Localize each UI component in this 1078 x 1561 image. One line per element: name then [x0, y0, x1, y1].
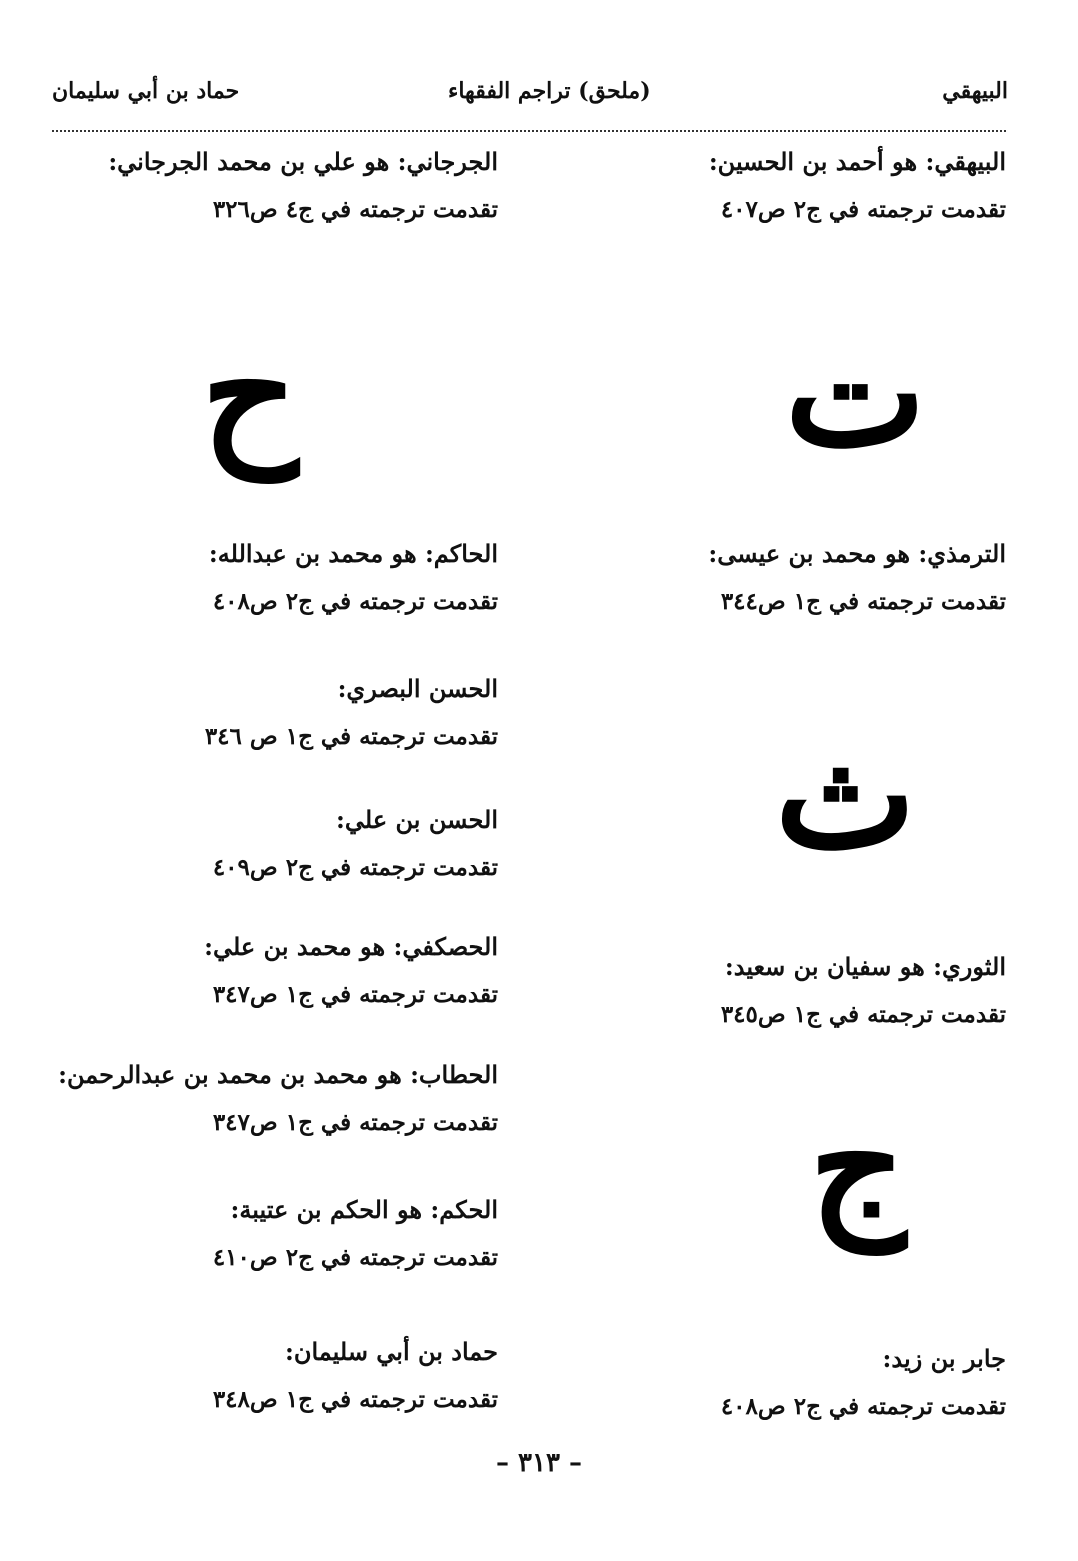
entry-name: الثوري: هو سفيان بن سعيد:	[724, 952, 1006, 981]
entry-haskafi	[58, 933, 498, 1009]
entry-reference: تقدمت ترجمته في ج١ ص٣٤٧	[212, 981, 498, 1008]
entry-hasan-ibn-ali	[58, 806, 498, 882]
entry-hasan-basri	[58, 675, 498, 751]
entry-name: الحسن البصري:	[337, 674, 498, 703]
entry-name: جابر بن زيد:	[882, 1344, 1006, 1373]
entry-reference: تقدمت ترجمته في ج١ ص٣٤٥	[720, 1001, 1006, 1028]
entry-hakim	[58, 540, 498, 616]
entry-reference: تقدمت ترجمته في ج٤ ص٣٢٦	[212, 196, 498, 223]
header-center-title: (ملحق) تراجم الفقهاء	[448, 78, 651, 104]
section-letter-tha: ث	[774, 707, 916, 883]
entry-bayhaqi	[676, 148, 1006, 224]
page-number: – ٣١٣ –	[495, 1448, 583, 1478]
running-header	[38, 78, 1008, 118]
section-letter-ha: ح	[201, 305, 298, 481]
entry-tirmidhi	[676, 540, 1006, 616]
section-letter-ta: ت	[784, 305, 926, 481]
entry-reference: تقدمت ترجمته في ج١ ص٣٤٨	[212, 1386, 498, 1413]
entry-reference: تقدمت ترجمته في ج٢ ص٤١٠	[212, 1244, 498, 1271]
entry-reference: تقدمت ترجمته في ج١ ص٣٤٧	[212, 1109, 498, 1136]
entry-reference: تقدمت ترجمته في ج٢ ص٤٠٨	[212, 588, 498, 615]
entry-name: الحاكم: هو محمد بن عبدالله:	[208, 539, 498, 568]
entry-reference: تقدمت ترجمته في ج٢ ص٤٠٧	[720, 196, 1006, 223]
header-dotted-divider	[52, 130, 1006, 132]
entry-hakam	[58, 1196, 498, 1272]
entry-jurjani	[58, 148, 498, 224]
entry-name: الترمذي: هو محمد بن عيسى:	[708, 539, 1006, 568]
header-left-title: حماد بن أبي سليمان	[52, 78, 240, 104]
entry-name: الحسن بن علي:	[336, 805, 498, 834]
entry-reference: تقدمت ترجمته في ج١ ص٣٤٤	[720, 588, 1006, 615]
entry-jabir-ibn-zayd	[676, 1345, 1006, 1421]
entry-thawri	[676, 953, 1006, 1029]
page-number-footer	[0, 1448, 1078, 1478]
entry-name: الحكم: هو الحكم بن عتيبة:	[230, 1195, 498, 1224]
entry-name: الحطاب: هو محمد بن محمد بن عبدالرحمن:	[58, 1060, 498, 1089]
entry-name: حماد بن أبي سليمان:	[284, 1337, 498, 1366]
entry-hattab	[58, 1061, 498, 1137]
entry-name: الجرجاني: هو علي بن محمد الجرجاني:	[108, 147, 498, 176]
entry-name: البيهقي: هو أحمد بن الحسين:	[708, 147, 1006, 176]
entry-reference: تقدمت ترجمته في ج٢ ص٤٠٩	[212, 854, 498, 881]
section-letter-jim: ج	[809, 1077, 906, 1253]
entry-hammad	[58, 1338, 498, 1414]
entry-reference: تقدمت ترجمته في ج٢ ص٤٠٨	[720, 1393, 1006, 1420]
entry-reference: تقدمت ترجمته في ج١ ص ٣٤٦	[204, 723, 498, 750]
entry-name: الحصكفي: هو محمد بن علي:	[204, 932, 498, 961]
header-right-title: البيهقي	[942, 78, 1008, 104]
